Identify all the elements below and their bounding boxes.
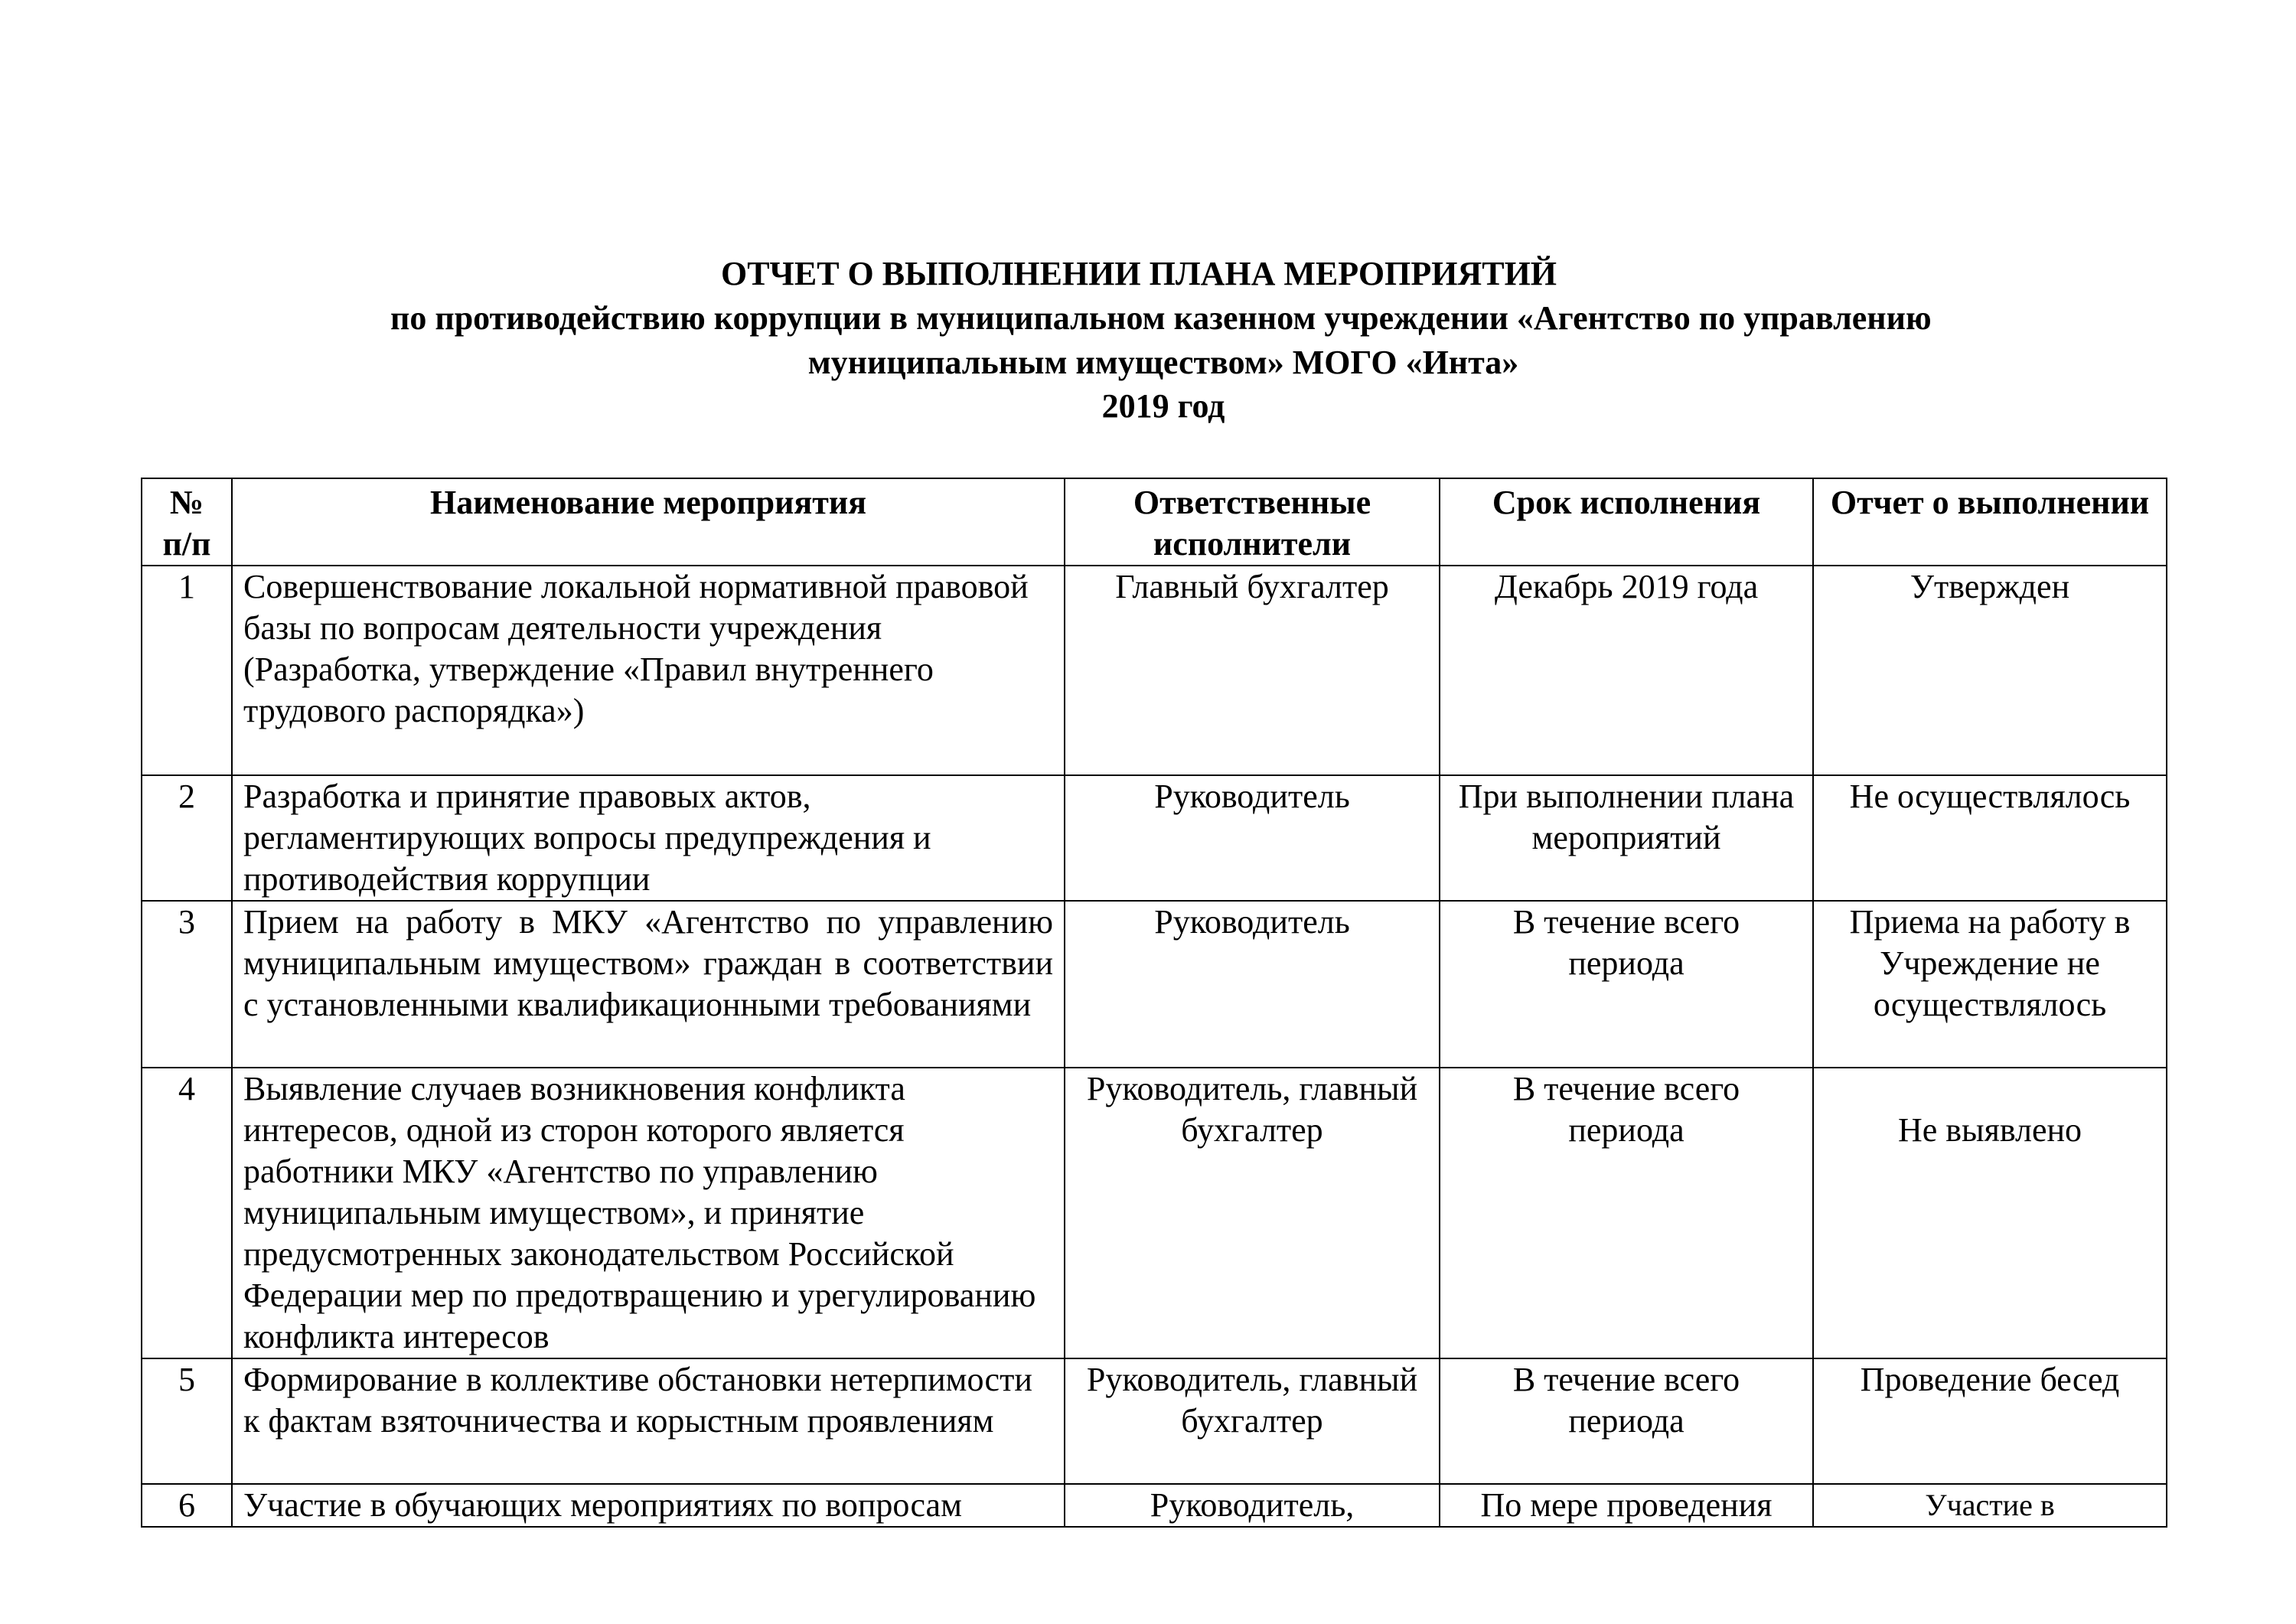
header-report: Отчет о выполнении xyxy=(1813,478,2167,566)
row-term: В течение всего периода xyxy=(1440,901,1813,1068)
row-name: Прием на работу в МКУ «Агентство по управлению муниципальным имуществом» граждан в соответствии с установленными квалификационными требованиями xyxy=(232,901,1065,1068)
row-report: Участие в xyxy=(1813,1484,2167,1527)
row-name: Участие в обучающих мероприятиях по вопросам xyxy=(232,1484,1065,1527)
table-row xyxy=(142,566,2167,775)
table-row xyxy=(142,1068,2167,1358)
table-row xyxy=(142,1358,2167,1484)
row-name: Выявление случаев возникновения конфликта интересов, одной из сторон которого является работники МКУ «Агентство по управлению муниципальным имуществом», и принятие предусмотренных законодательством Российской Федерации мер по предотвращению и урегулированию конфликта интересов xyxy=(232,1068,1065,1358)
table-header-row xyxy=(142,478,2167,566)
measures-table xyxy=(141,478,2167,1528)
row-num: 2 xyxy=(142,775,232,901)
title-line-year: 2019 год xyxy=(1101,387,1225,425)
header-term: Срок исполнения xyxy=(1440,478,1813,566)
row-num: 3 xyxy=(142,901,232,1068)
row-report: Не осуществлялось xyxy=(1813,775,2167,901)
row-name: Разработка и принятие правовых актов, регламентирующих вопросы предупреждения и противодействия коррупции xyxy=(232,775,1065,901)
row-term: В течение всего периода xyxy=(1440,1358,1813,1484)
header-num: № п/п xyxy=(142,478,232,566)
row-responsible: Руководитель, главный бухгалтер xyxy=(1065,1068,1440,1358)
row-term: Декабрь 2019 года xyxy=(1440,566,1813,775)
row-name: Формирование в коллективе обстановки нетерпимости к фактам взяточничества и корыстным проявлениям xyxy=(232,1358,1065,1484)
row-responsible: Руководитель xyxy=(1065,775,1440,901)
header-name: Наименование мероприятия xyxy=(232,478,1065,566)
header-responsible: Ответственные исполнители xyxy=(1065,478,1440,566)
row-report: Приема на работу в Учреждение не осуществлялось xyxy=(1813,901,2167,1068)
table-row xyxy=(142,775,2167,901)
row-responsible: Руководитель, главный бухгалтер xyxy=(1065,1358,1440,1484)
title-line-3: муниципальным имуществом» МОГО «Инта» xyxy=(807,344,1519,381)
row-num: 1 xyxy=(142,566,232,775)
row-report: Не выявлено xyxy=(1813,1068,2167,1358)
row-responsible: Руководитель, xyxy=(1065,1484,1440,1527)
row-term: При выполнении плана мероприятий xyxy=(1440,775,1813,901)
row-report: Проведение бесед xyxy=(1813,1358,2167,1484)
table-row xyxy=(142,901,2167,1068)
row-term: В течение всего периода xyxy=(1440,1068,1813,1358)
title-line-2: по противодействию коррупции в муниципальном казенном учреждении «Агентство по управлению xyxy=(390,299,1932,337)
row-responsible: Руководитель xyxy=(1065,901,1440,1068)
row-responsible: Главный бухгалтер xyxy=(1065,566,1440,775)
row-report: Утвержден xyxy=(1813,566,2167,775)
row-num: 6 xyxy=(142,1484,232,1527)
table-row xyxy=(142,1484,2167,1527)
row-name: Совершенствование локальной нормативной правовой базы по вопросам деятельности учреждения (Разработка, утверждение «Правил внутреннего трудового распорядка») xyxy=(232,566,1065,775)
row-term: По мере проведения xyxy=(1440,1484,1813,1527)
row-num: 5 xyxy=(142,1358,232,1484)
title-line-1: ОТЧЕТ О ВЫПОЛНЕНИИ ПЛАНА МЕРОПРИЯТИЙ xyxy=(720,255,1557,292)
row-num: 4 xyxy=(142,1068,232,1358)
